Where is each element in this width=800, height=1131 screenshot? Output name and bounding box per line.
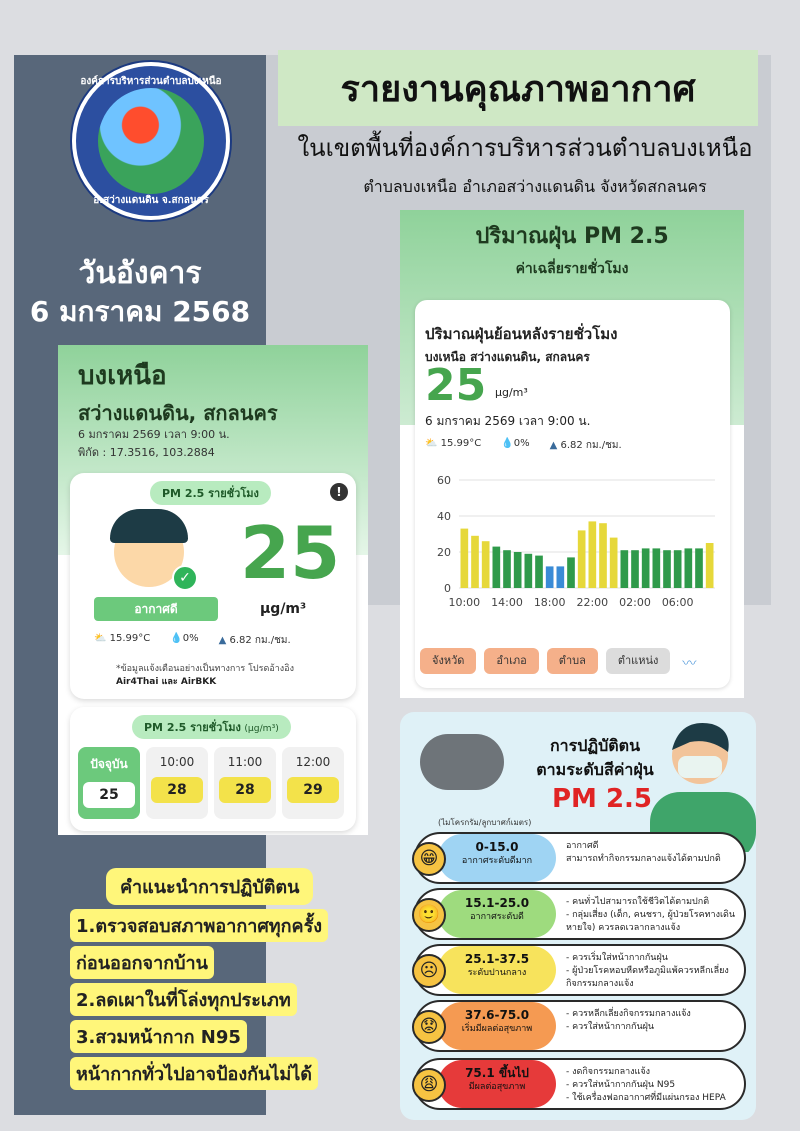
chart-bar[interactable] <box>525 554 533 588</box>
forecast-value: 28 <box>151 777 203 803</box>
level-advice <box>566 896 742 935</box>
level-advice-line: - ควรเริ่มใส่หน้ากากกันฝุ่น <box>566 953 668 963</box>
chart-bar[interactable] <box>557 566 565 588</box>
y-tick-label: 20 <box>437 546 451 559</box>
chart-bar[interactable] <box>546 566 554 588</box>
logo-emblem <box>98 88 204 194</box>
forecast-value: 28 <box>219 777 271 803</box>
station-name: บงเหนือ <box>78 361 167 391</box>
chart-pm-unit: µg/m³ <box>495 386 528 399</box>
chart-bar[interactable] <box>503 550 511 588</box>
chart-bar[interactable] <box>482 541 490 588</box>
chart-datetime: 6 มกราคม 2569 เวลา 9:00 น. <box>425 414 591 428</box>
forecast-time: 11:00 <box>227 755 263 769</box>
chart-bar[interactable] <box>653 548 661 588</box>
advice-line: 2.ลดเผาในที่โล่งทุกประเภท <box>70 983 297 1016</box>
logo-top-text: องค์การบริหารส่วนตำบลบงเหนือ <box>80 76 222 87</box>
rain-value: 0% <box>182 633 199 644</box>
level-label: อากาศระดับดีมาก <box>461 856 533 866</box>
forecast-time: 12:00 <box>295 755 331 769</box>
practice-title-line2: ตามระดับสีค่าฝุ่น <box>536 760 654 779</box>
chart-weather-row <box>425 438 622 453</box>
level-advice-line: - คนทั่วไปสามารถใช้ชีวิตได้ตามปกติ <box>566 897 710 907</box>
practice-title <box>520 734 670 782</box>
chart-location: บงเหนือ สว่างแดนดิน, สกลนคร <box>425 350 590 364</box>
y-tick-label: 0 <box>444 582 451 595</box>
wind-value: 6.82 กม./ชม. <box>229 635 291 646</box>
forecast-cell[interactable] <box>282 747 344 819</box>
x-tick-label: 22:00 <box>576 596 609 609</box>
masked-person-icon <box>640 712 756 852</box>
rain-value: 0% <box>513 438 530 449</box>
hair-shape <box>110 509 188 543</box>
chart-bar[interactable] <box>642 548 650 588</box>
report-date: 6 มกราคม 2568 <box>29 295 251 328</box>
rain <box>170 633 198 648</box>
check-icon: ✓ <box>172 565 198 591</box>
level-range: 37.6-75.0 <box>464 1008 530 1022</box>
page-subtitle: ในเขตพื้นที่องค์การบริหารส่วนตำบลบงเหนือ <box>297 134 753 162</box>
level-advice-line: - ควรใส่หน้ากากกันฝุ่น N95 <box>566 1080 676 1090</box>
chart-toggle-icon[interactable]: 〰 <box>682 656 697 672</box>
level-range: 75.1 ขึ้นไป <box>465 1066 529 1080</box>
pm-label-pill: PM 2.5 รายชั่วโมง <box>150 481 271 505</box>
chart-bar[interactable] <box>471 536 479 588</box>
chart-card-title: ปริมาณฝุ่น PM 2.5 <box>475 224 669 249</box>
dust-cloud-icon <box>420 734 504 790</box>
face-emoji-icon: 😁 <box>412 842 446 876</box>
wind <box>550 438 622 453</box>
wind-value: 6.82 กม./ชม. <box>560 440 622 451</box>
temperature <box>94 633 150 648</box>
level-advice-line: - กลุ่มเสี่ยง (เด็ก, คนชรา, ผู้ป่วยโรคทางเดินหายใจ) ควรลดเวลากลางแจ้ง <box>566 910 736 933</box>
chart-pm-value: 25 <box>425 360 487 411</box>
level-row <box>414 888 746 940</box>
chart-bar[interactable] <box>685 548 693 588</box>
x-tick-label: 18:00 <box>533 596 566 609</box>
cloud-icon: ⛅ <box>94 633 110 644</box>
chart-bar[interactable] <box>493 547 501 588</box>
info-icon[interactable]: ! <box>330 483 348 501</box>
data-note <box>116 663 336 689</box>
chart-panel <box>415 300 730 688</box>
y-tick-label: 60 <box>437 474 451 487</box>
x-tick-label: 14:00 <box>491 596 523 609</box>
station-coords: พิกัด : 17.3516, 103.2884 <box>78 446 215 459</box>
face-emoji-icon: 😟 <box>412 1010 446 1044</box>
chart-bar[interactable] <box>674 550 682 588</box>
level-advice-line: - งดกิจกรรมกลางแจ้ง <box>566 1067 651 1077</box>
report-day: วันอังคาร <box>78 256 202 291</box>
level-label: ระดับปานกลาง <box>467 968 527 978</box>
wind-arrow-icon: ▲ <box>549 440 561 451</box>
practice-pm-label: PM 2.5 <box>551 784 653 814</box>
wind-arrow-icon: ▲ <box>218 635 230 646</box>
cloud-icon: ⛅ <box>425 438 441 449</box>
chart-bar[interactable] <box>695 548 703 588</box>
y-tick-label: 40 <box>437 510 451 523</box>
level-advice-line: - ควรใส่หน้ากากกันฝุ่น <box>566 1022 655 1032</box>
advice-box <box>70 868 380 1090</box>
level-advice <box>566 1008 742 1034</box>
level-range-badge <box>438 1060 556 1108</box>
level-row <box>414 1000 746 1052</box>
forecast-label: PM 2.5 รายชั่วโมง <box>144 721 241 734</box>
chart-bar[interactable] <box>631 550 639 588</box>
chart-card <box>400 210 744 698</box>
practice-card <box>400 712 756 1120</box>
chart-bar[interactable] <box>599 523 607 588</box>
organization-logo <box>72 62 230 220</box>
advice-line: 3.สวมหน้ากาก N95 <box>70 1020 247 1053</box>
station-city: สว่างแดนดิน, สกลนคร <box>78 401 278 425</box>
forecast-time: ปัจจุบัน <box>90 757 128 771</box>
forecast-value: 29 <box>287 777 339 803</box>
temperature-value: 15.99°C <box>109 633 151 644</box>
pm-current-box <box>70 473 356 699</box>
forecast-cell[interactable] <box>214 747 276 819</box>
level-label: เริ่มมีผลต่อสุขภาพ <box>461 1024 533 1034</box>
advice-title: คำแนะนำการปฏิบัติตน <box>106 868 313 905</box>
face-emoji-icon: 🙂 <box>412 898 446 932</box>
tab-location[interactable]: ตำแหน่ง <box>606 648 671 674</box>
level-row <box>414 1058 746 1110</box>
advice-line: 1.ตรวจสอบสภาพอากาศทุกครั้ง <box>70 909 328 942</box>
chart-bar[interactable] <box>589 521 597 588</box>
forecast-cell-now[interactable] <box>78 747 140 819</box>
level-advice-line: - ใช้เครื่องฟอกอากาศที่มีแผ่นกรอง HEPA <box>566 1093 726 1103</box>
note-source: Air4Thai และ AirBKK <box>116 677 217 687</box>
drop-icon: 💧 <box>501 438 514 449</box>
face-emoji-icon: ☹ <box>412 954 446 988</box>
chart-bar[interactable] <box>610 538 618 588</box>
note-text: *ข้อมูลแจ้งเตือนอย่างเป็นทางการ โปรดอ้างอิง <box>116 664 294 674</box>
level-range-badge <box>438 834 556 882</box>
level-advice-line: - ผู้ป่วยโรคหอบหืดหรือภูมิแพ้ควรหลีกเลี่ยงกิจกรรมกลางแจ้ง <box>566 966 729 989</box>
station-datetime: 6 มกราคม 2569 เวลา 9:00 น. <box>78 428 230 441</box>
level-advice <box>566 840 742 866</box>
chart-bar[interactable] <box>578 530 586 588</box>
chart-bar[interactable] <box>706 543 714 588</box>
drop-icon: 💧 <box>170 633 183 644</box>
tab-subdistrict[interactable]: ตำบล <box>547 648 598 674</box>
level-range-badge <box>438 946 556 994</box>
level-advice <box>566 952 742 991</box>
chart-bar[interactable] <box>535 556 543 588</box>
chart-bar[interactable] <box>663 550 671 588</box>
tab-province[interactable]: จังหวัด <box>420 648 476 674</box>
pm-value: 25 <box>240 511 341 595</box>
advice-line: ก่อนออกจากบ้าน <box>70 946 214 979</box>
level-advice-line: อากาศดี <box>566 841 599 851</box>
forecast-value: 25 <box>83 782 135 808</box>
pm-unit: µg/m³ <box>260 601 307 617</box>
region-tabs <box>420 648 700 674</box>
level-range: 0-15.0 <box>475 840 519 854</box>
chart-card-subtitle: ค่าเฉลี่ยรายชั่วโมง <box>515 261 629 277</box>
level-label: อากาศระดับดี <box>470 912 524 922</box>
level-range-badge <box>438 1002 556 1050</box>
page-location: ตำบลบงเหนือ อำเภอสว่างแดนดิน จังหวัดสกลนคร <box>363 177 707 196</box>
level-range: 15.1-25.0 <box>464 896 530 910</box>
level-advice-line: - ควรหลีกเลี่ยงกิจกรรมกลางแจ้ง <box>566 1009 691 1019</box>
tab-district[interactable]: อำเภอ <box>484 648 538 674</box>
level-row <box>414 832 746 884</box>
practice-title-line1: การปฏิบัติตน <box>549 736 641 755</box>
station-card <box>58 345 368 835</box>
x-tick-label: 10:00 <box>448 596 481 609</box>
face-emoji-icon: 😩 <box>412 1068 446 1102</box>
level-advice <box>566 1066 742 1105</box>
status-badge: อากาศดี <box>94 597 218 621</box>
advice-line: หน้ากากทั่วไปอาจป้องกันไม่ได้ <box>70 1057 318 1090</box>
forecast-unit: (µg/m³) <box>244 723 279 734</box>
page-title: รายงานคุณภาพอากาศ <box>278 50 758 126</box>
x-tick-label: 06:00 <box>661 596 694 609</box>
chart-bar[interactable] <box>621 550 629 588</box>
level-range: 25.1-37.5 <box>464 952 530 966</box>
level-row <box>414 944 746 996</box>
temperature-value: 15.99°C <box>440 438 482 449</box>
practice-unit: (ไมโครกรัม/ลูกบาศก์เมตร) <box>438 818 532 827</box>
wind <box>219 633 291 648</box>
rain <box>501 438 529 453</box>
level-range-badge <box>438 890 556 938</box>
forecast-label-pill <box>132 715 291 739</box>
logo-bottom-text: อ.สว่างแดนดิน จ.สกลนคร <box>93 195 209 206</box>
chart-bar[interactable] <box>461 529 469 588</box>
x-tick-label: 02:00 <box>619 596 651 609</box>
forecast-row <box>78 747 344 819</box>
temperature <box>425 438 481 453</box>
chart-bar[interactable] <box>567 557 575 588</box>
chart-panel-title: ปริมาณฝุ่นย้อนหลังรายชั่วโมง <box>425 325 618 343</box>
weather-row <box>94 633 291 648</box>
forecast-time: 10:00 <box>159 755 195 769</box>
chart-bar[interactable] <box>514 552 522 588</box>
forecast-cell[interactable] <box>146 747 208 819</box>
hourly-forecast-box <box>70 707 356 831</box>
level-label: มีผลต่อสุขภาพ <box>468 1082 526 1092</box>
level-advice-line: สามารถทำกิจกรรมกลางแจ้งได้ตามปกติ <box>566 854 721 864</box>
